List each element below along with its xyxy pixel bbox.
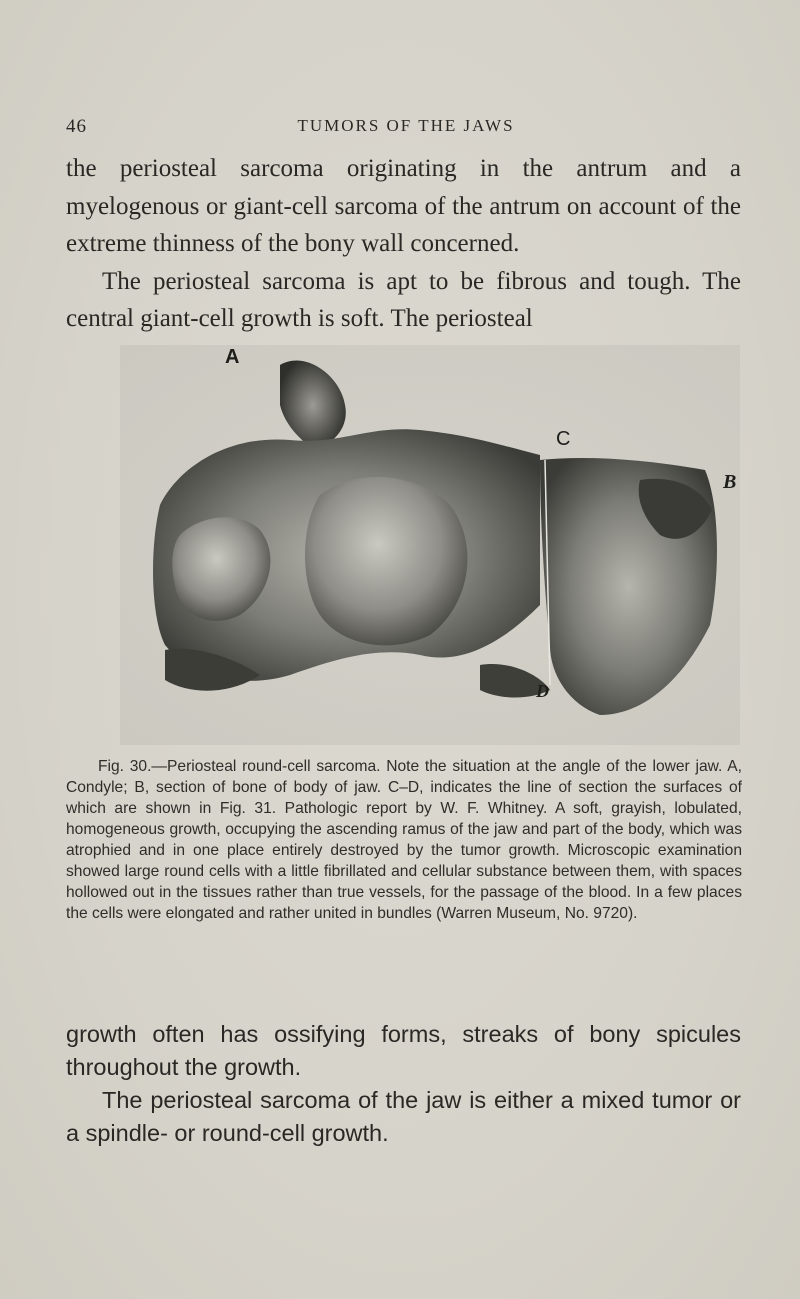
paragraph-periosteal-fibrous: The periosteal sarcoma is apt to be fibrous and tough. The central giant-cell growth is soft. The periosteal [66,267,741,332]
caption-text: Fig. 30.—Periosteal round-cell sarcoma. Note the situation at the angle of the lower jaw. A, Condyle; B, section of bone of body of jaw. C–D, indicates the line of section the surfaces of which are shown in Fig. 31. Pathologic report by W. F. Whitney. A soft, grayish, lobulated, homogeneous growth, occupying the ascending ramus of the jaw and part of the body, which was atrophied and in one place entirely destroyed by the tumor growth. Microscopic examination showed large round cells with a little fibrillated and cellular substance between them, with spaces hollowed out in the tissues rather than true vessels, for the passage of the blood. In a few places the cells were elongated and rather united in bundles (Warren Museum, No. 9720). [66,758,742,922]
label-b: B [723,471,737,493]
page-number: 46 [66,116,87,137]
running-head: TUMORS OF THE JAWS [297,116,515,135]
page-header [66,116,746,140]
label-c: C [556,428,571,450]
paragraph-continued: the periosteal sarcoma originating in the antrum and a myelogenous or giant-cell sarcoma of the antrum on account of the extreme thinness of the bony wall concerned. [66,155,741,257]
paragraph-mixed-tumor: The periosteal sarcoma of the jaw is either a mixed tumor or a spindle- or round-cell growth. [66,1087,741,1146]
body-text-top [66,150,741,338]
label-a: A [225,346,240,368]
tumor-lobule-center [305,477,467,646]
label-d: D [536,681,549,701]
figure-caption [66,756,742,924]
specimen-photograph [120,345,740,745]
jaw-specimen-illustration [120,345,740,745]
body-text-bottom [66,1018,741,1150]
paragraph-ossifying: growth often has ossifying forms, streaks of bony spicules throughout the growth. [66,1021,741,1080]
